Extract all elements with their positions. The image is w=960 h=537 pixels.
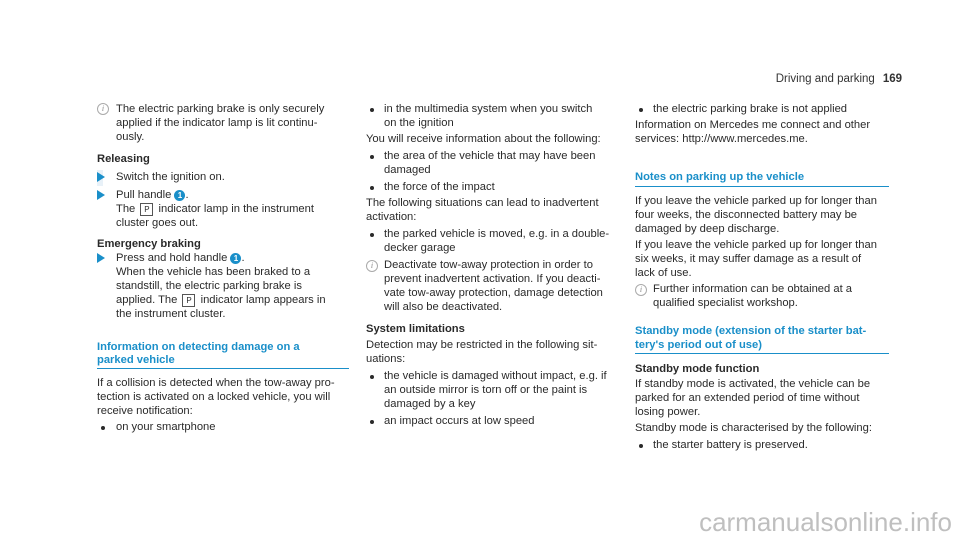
note-line: Further information can be obtained at a [653,283,853,295]
callout-number-icon: 1 [174,190,185,201]
step-text-part: Press and hold handle [116,252,228,264]
note-line: ously. [116,131,145,143]
paragraph-line: uations: [366,353,406,365]
step-text [116,293,326,307]
step-text-part: applied. The [116,294,178,306]
paragraph-line: If you leave the vehicle parked up for longer than [635,195,877,207]
paragraph-line: six weeks, it may suffer damage as a result of [635,253,862,265]
note-line: Deactivate tow-away protection in order to [384,259,593,271]
bullet-icon [101,426,105,430]
step-text-part: . [241,252,245,264]
section-rule [97,368,349,369]
step-text-part: indicator lamp appears in [200,294,326,306]
page-number: 169 [882,73,902,85]
bullet-icon [370,375,374,379]
step-text: When the vehicle has been braked to a [116,266,311,278]
section-title: Notes on parking up the vehicle [635,171,805,183]
bullet-icon [370,233,374,237]
step-text [116,202,314,216]
paragraph-line: lack of use. [635,267,692,279]
info-icon: i [366,260,378,272]
bullet-text: the force of the impact [384,181,495,193]
step-text [116,251,245,265]
paragraph-line: If a collision is detected when the tow-away pro- [97,377,335,389]
bullet-text: damaged [384,164,431,176]
parking-brake-icon: P [182,294,195,307]
step-arrow-icon [97,172,105,182]
section-title: Standby mode (extension of the starter bat- [635,325,867,337]
note-line: qualified specialist workshop. [653,297,798,309]
note-line: will also be deactivated. [384,301,503,313]
paragraph-line: Detection may be restricted in the following sit- [366,339,598,351]
step-text [116,188,189,202]
step-arrow-icon [97,253,105,263]
section-rule [635,186,889,187]
bullet-text: an outside mirror is torn off or the paint is [384,384,588,396]
paragraph-line: receive notification: [97,405,193,417]
step-text-part: Pull handle [116,189,172,201]
note-line: vate tow-away protection, damage detection [384,287,603,299]
bullet-icon [639,108,643,112]
bullet-text: the starter battery is preserved. [653,439,808,451]
section-name: Driving and parking [775,73,875,85]
bullet-text: on the ignition [384,117,454,129]
step-text: standstill, the electric parking brake is [116,280,302,292]
bullet-icon [639,444,643,448]
page-header [776,72,902,86]
note-line: The electric parking brake is only securely [116,103,325,115]
bullet-text: the parked vehicle is moved, e.g. in a double- [384,228,610,240]
step-text-part: . [185,189,189,201]
step-text: cluster goes out. [116,217,199,229]
bullet-text: an impact occurs at low speed [384,415,535,427]
paragraph-line: If standby mode is activated, the vehicle can be [635,378,871,390]
section-title: tery's period out of use) [635,339,762,351]
note-line: applied if the indicator lamp is lit continu- [116,117,318,129]
bullet-text: decker garage [384,242,456,254]
section-title: parked vehicle [97,354,175,366]
emergency-heading: Emergency braking [97,238,201,250]
system-limitations-heading: System limitations [366,323,465,335]
parking-brake-icon: P [140,203,153,216]
bullet-text: the vehicle is damaged without impact, e.g. if [384,370,607,382]
paragraph-line: services: http://www.mercedes.me. [635,133,808,145]
paragraph-line: You will receive information about the following: [366,133,601,145]
paragraph-line: If you leave the vehicle parked up for longer than [635,239,877,251]
paragraph-line: four weeks, the disconnected battery may be [635,209,858,221]
step-text: Switch the ignition on. [116,171,225,183]
bullet-icon [370,186,374,190]
info-icon: i [97,103,109,115]
step-arrow-icon [97,190,105,200]
bullet-icon [370,420,374,424]
section-title: Information on detecting damage on a [97,341,300,353]
bullet-text: damaged by a key [384,398,476,410]
paragraph-line: parked for an extended period of time without [635,392,860,404]
watermark: carmanualsonline.info [699,507,952,537]
paragraph-line: activation: [366,211,417,223]
releasing-heading: Releasing [97,153,150,165]
callout-number-icon: 1 [230,253,241,264]
step-text: the instrument cluster. [116,308,226,320]
paragraph-line: The following situations can lead to inadvertent [366,197,599,209]
bullet-text: in the multimedia system when you switch [384,103,593,115]
bullet-icon [370,155,374,159]
section-rule [635,353,889,354]
step-text-part: indicator lamp in the instrument [158,203,314,215]
standby-heading: Standby mode function [635,363,760,375]
bullet-text: on your smartphone [116,421,216,433]
info-icon: i [635,284,647,296]
paragraph-line: tection is activated on a locked vehicle, you will [97,391,331,403]
paragraph-line: Information on Mercedes me connect and other [635,119,871,131]
step-text-part: The [116,203,136,215]
note-line: prevent inadvertent activation. If you deacti- [384,273,601,285]
bullet-text: the area of the vehicle that may have been [384,150,596,162]
paragraph-line: Standby mode is characterised by the following: [635,422,872,434]
paragraph-line: losing power. [635,406,701,418]
paragraph-line: damaged by deep discharge. [635,223,780,235]
bullet-text: the electric parking brake is not applied [653,103,848,115]
bullet-icon [370,108,374,112]
